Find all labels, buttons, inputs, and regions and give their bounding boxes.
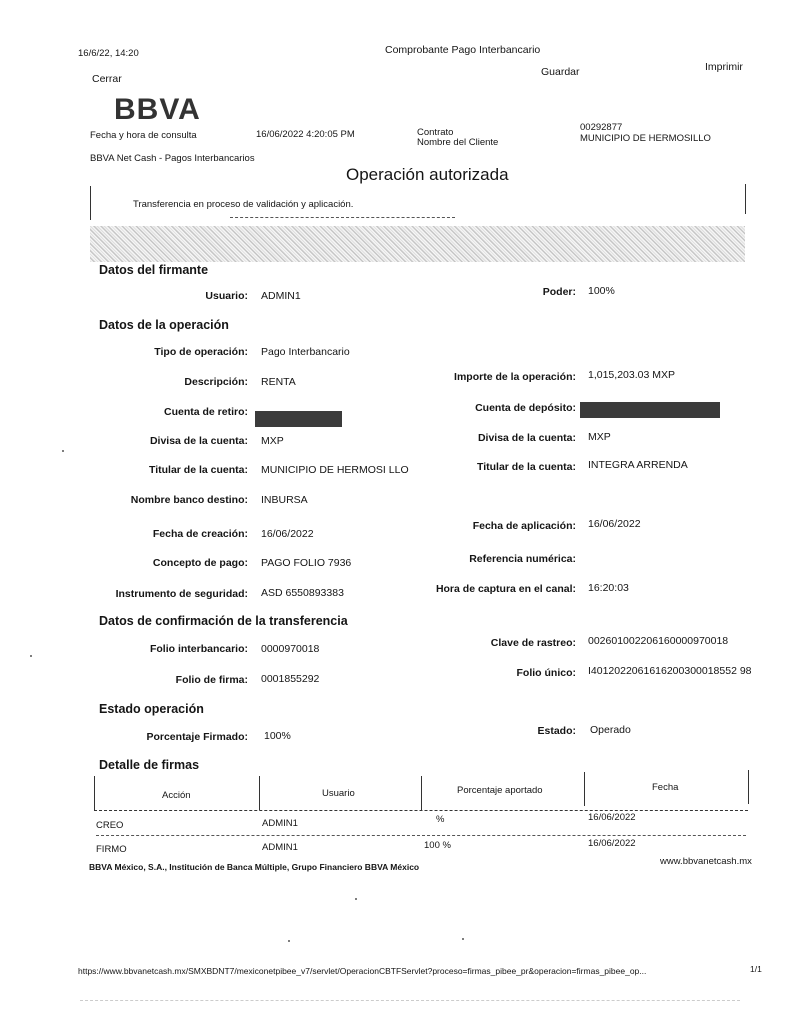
instrumento-value: ASD 6550893383 xyxy=(261,587,344,599)
rastreo-value: 002601002206160000970018 xyxy=(588,635,729,647)
client-label: Nombre del Cliente xyxy=(417,137,499,148)
scan-dash xyxy=(230,217,455,218)
section-confirmation: Datos de confirmación de la transferencia xyxy=(99,614,348,628)
message-box-right-border xyxy=(745,184,746,214)
table-cell: 100 % xyxy=(424,840,451,851)
pct-value: 100% xyxy=(264,730,291,742)
table-cell: FIRMO xyxy=(96,844,127,855)
table-header: Usuario xyxy=(322,788,355,799)
deposito-label: Cuenta de depósito: xyxy=(475,402,576,414)
titular-right-value: INTEGRA ARRENDA xyxy=(588,459,688,471)
divisa-left-label: Divisa de la cuenta: xyxy=(149,435,248,447)
contract-value: 00292877 xyxy=(580,122,623,133)
consult-label: Fecha y hora de consulta xyxy=(90,130,197,141)
creacion-value: 16/06/2022 xyxy=(261,528,314,540)
power-label: Poder: xyxy=(542,286,576,298)
desc-label: Descripción: xyxy=(184,376,248,388)
titular-left-value: MUNICIPIO DE HERMOSI LLO xyxy=(261,464,409,476)
retiro-label: Cuenta de retiro: xyxy=(163,406,248,418)
page-number: 1/1 xyxy=(750,964,762,974)
table-border xyxy=(259,776,260,810)
tipo-label: Tipo de operación: xyxy=(154,346,248,358)
close-button[interactable]: Cerrar xyxy=(92,73,122,85)
table-cell: ADMIN1 xyxy=(262,842,298,853)
power-value: 100% xyxy=(588,285,615,297)
table-cell: 16/06/2022 xyxy=(588,838,636,849)
scan-speck xyxy=(62,450,64,452)
section-state: Estado operación xyxy=(99,702,204,716)
banco-value: INBURSA xyxy=(261,494,308,506)
scan-noise-band xyxy=(90,226,745,262)
table-cell: 16/06/2022 xyxy=(588,812,636,823)
scan-line xyxy=(80,1000,740,1001)
table-border xyxy=(94,810,748,811)
section-signer: Datos del firmante xyxy=(99,263,209,277)
table-border xyxy=(584,772,585,806)
table-header: Fecha xyxy=(652,782,679,793)
table-border xyxy=(748,770,749,804)
rastreo-label: Clave de rastreo: xyxy=(490,637,576,649)
scan-speck xyxy=(355,898,357,900)
table-border xyxy=(94,776,95,810)
table-header: Acción xyxy=(162,790,191,801)
bbva-logo xyxy=(114,93,206,131)
scan-speck xyxy=(462,938,464,940)
instrumento-label: Instrumento de seguridad: xyxy=(115,588,248,600)
folio-unico-label: Folio único: xyxy=(516,667,576,679)
document-title: Comprobante Pago Interbancario xyxy=(385,44,541,56)
section-signatures: Detalle de firmas xyxy=(99,758,200,772)
tipo-value: Pago Interbancario xyxy=(261,346,350,358)
hora-value: 16:20:03 xyxy=(588,582,629,594)
folio-inter-value: 0000970018 xyxy=(261,643,320,655)
divisa-right-value: MXP xyxy=(588,431,611,443)
table-cell: CREO xyxy=(96,820,124,831)
table-cell: ADMIN1 xyxy=(262,818,298,829)
table-border xyxy=(421,776,422,810)
message-text: Transferencia en proceso de validación y aplicación. xyxy=(133,199,354,210)
scan-speck xyxy=(288,940,290,942)
desc-value: RENTA xyxy=(261,376,296,388)
aplicacion-value: 16/06/2022 xyxy=(588,518,641,530)
svg-text:BBVA: BBVA xyxy=(114,93,201,123)
estado-label: Estado: xyxy=(537,725,576,737)
site-link[interactable]: www.bbvanetcash.mx xyxy=(660,856,752,867)
consult-value: 16/06/2022 4:20:05 PM xyxy=(256,129,355,140)
titular-left-label: Titular de la cuenta: xyxy=(149,464,248,476)
redacted-deposito-account xyxy=(580,402,720,418)
concepto-label: Concepto de pago: xyxy=(152,557,248,569)
page-url: https://www.bbvanetcash.mx/SMXBDNT7/mexiconetpibee_v7/servlet/OperacionCBTFServlet?proceso=firmas_pibee_pr&operacion=firmas_pibee_op... xyxy=(78,966,647,976)
estado-value: Operado xyxy=(590,724,631,736)
section-operation: Datos de la operación xyxy=(99,318,229,332)
folio-unico-value: I4012022061616200300018552 98 xyxy=(588,665,752,677)
hora-label: Hora de captura en el canal: xyxy=(435,583,576,595)
legal-footer: BBVA México, S.A., Institución de Banca Múltiple, Grupo Financiero BBVA México xyxy=(89,862,420,872)
status-title: Operación autorizada xyxy=(346,165,509,184)
client-value: MUNICIPIO DE HERMOSILLO xyxy=(580,133,711,144)
user-value: ADMIN1 xyxy=(261,290,301,302)
folio-firma-value: 0001855292 xyxy=(261,673,320,685)
aplicacion-label: Fecha de aplicación: xyxy=(472,520,576,532)
print-date: 16/6/22, 14:20 xyxy=(78,48,139,59)
message-box-left-border xyxy=(90,186,91,220)
titular-right-label: Titular de la cuenta: xyxy=(477,461,576,473)
service-name: BBVA Net Cash - Pagos Interbancarios xyxy=(90,153,255,164)
user-label: Usuario: xyxy=(205,290,248,302)
redacted-retiro-account xyxy=(255,411,342,427)
contract-label: Contrato xyxy=(417,127,454,138)
table-header: Porcentaje aportado xyxy=(457,785,543,796)
pct-label: Porcentaje Firmado: xyxy=(146,731,248,743)
divisa-right-label: Divisa de la cuenta: xyxy=(477,432,576,444)
row-divider xyxy=(96,835,746,836)
bbva-logo-mark xyxy=(114,93,206,123)
referencia-label: Referencia numérica: xyxy=(469,553,576,565)
divisa-left-value: MXP xyxy=(261,435,284,447)
save-button[interactable]: Guardar xyxy=(541,66,580,78)
folio-inter-label: Folio interbancario: xyxy=(149,643,248,655)
print-button[interactable]: Imprimir xyxy=(705,61,743,73)
importe-value: 1,015,203.03 MXP xyxy=(588,369,675,381)
creacion-label: Fecha de creación: xyxy=(152,528,248,540)
scan-speck xyxy=(30,655,32,657)
folio-firma-label: Folio de firma: xyxy=(175,674,248,686)
concepto-value: PAGO FOLIO 7936 xyxy=(261,557,352,569)
banco-label: Nombre banco destino: xyxy=(130,494,248,506)
table-cell: % xyxy=(436,814,445,825)
importe-label: Importe de la operación: xyxy=(454,371,576,383)
